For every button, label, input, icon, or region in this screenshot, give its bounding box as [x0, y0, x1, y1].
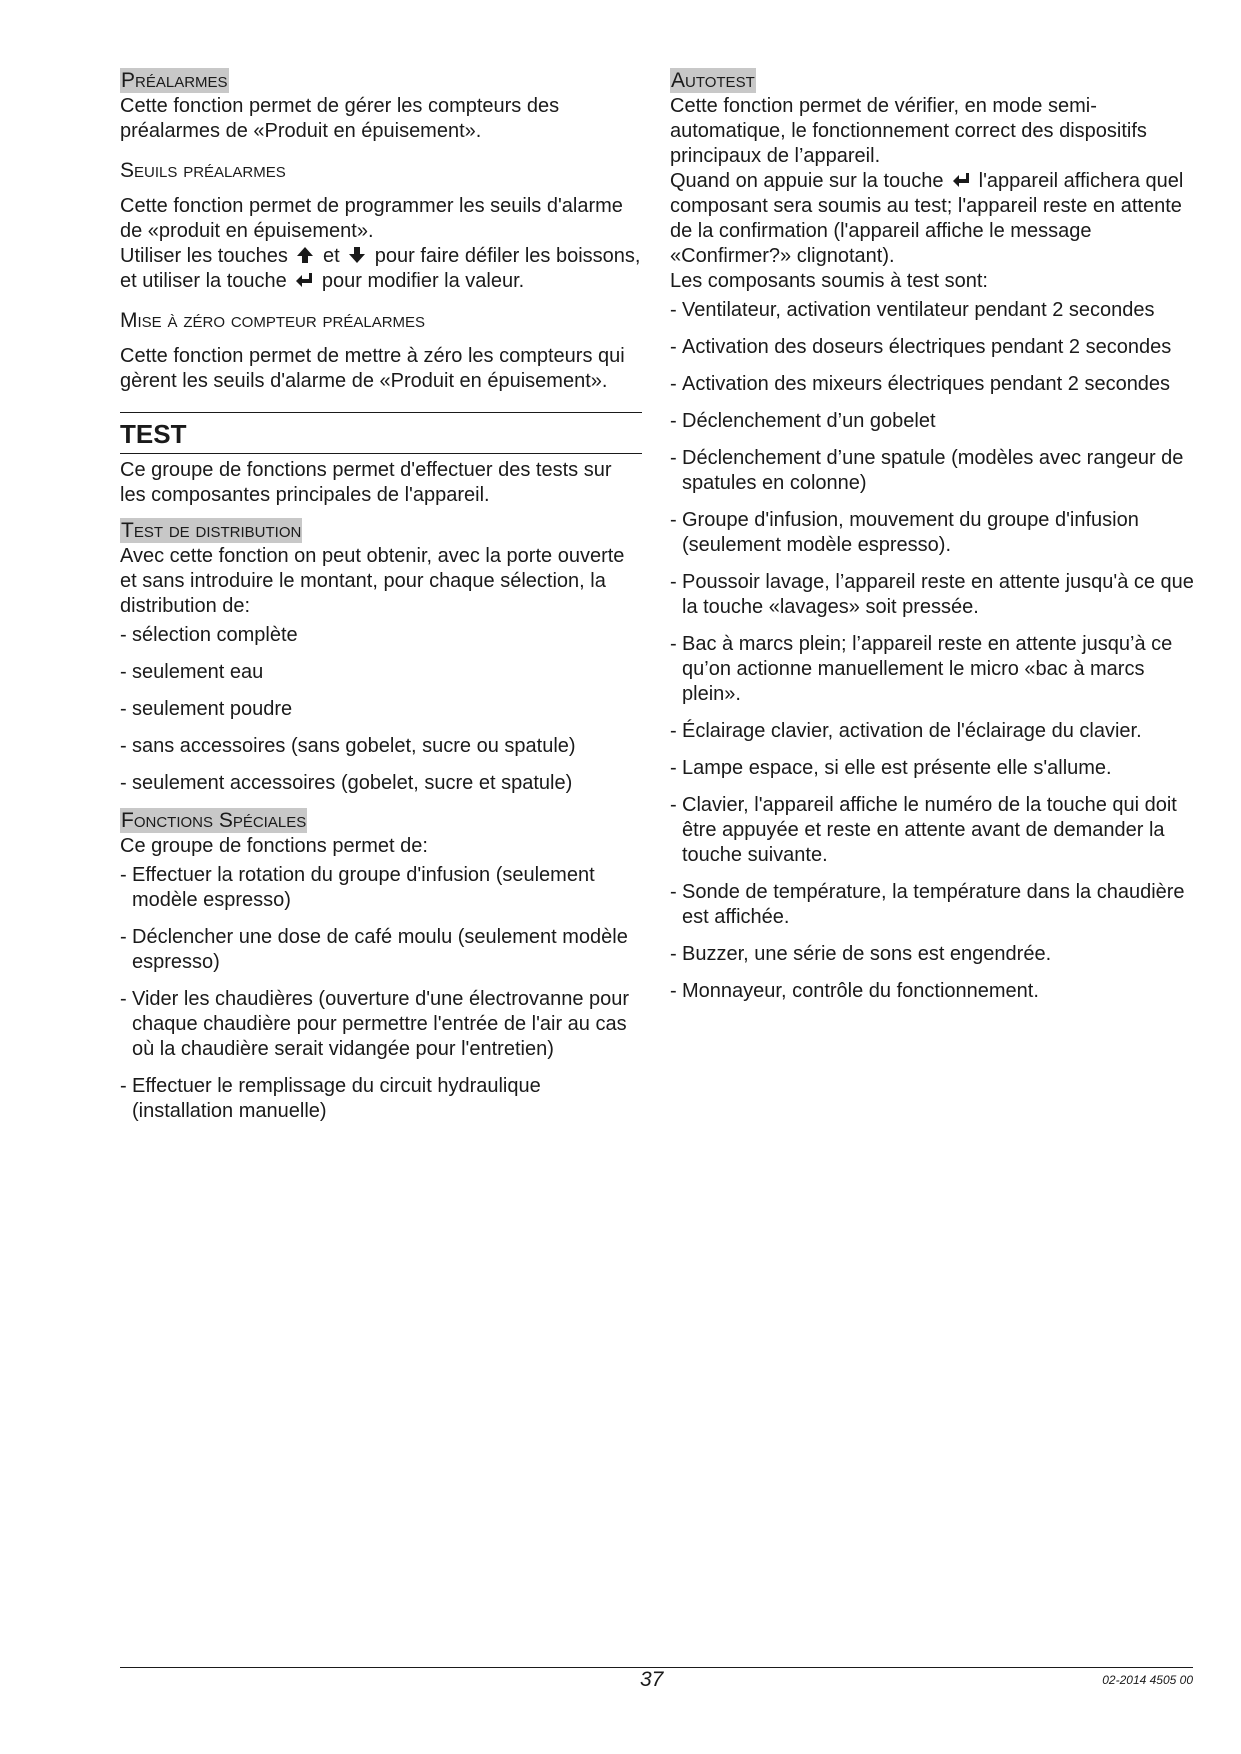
list-item: - seulement poudre — [120, 697, 642, 722]
list-item: - Déclenchement d’un gobelet — [670, 409, 1200, 434]
document-code: 02-2014 4505 00 — [1102, 1673, 1193, 1687]
fonctions-speciales-text: Ce groupe de fonctions permet de: — [120, 835, 428, 857]
list-item: - Lampe espace, si elle est présente elle s'allume. — [670, 756, 1200, 781]
arrow-down-icon — [347, 245, 367, 265]
list-item: - Effectuer le remplissage du circuit hydraulique (installation manuelle) — [120, 1074, 642, 1124]
enter-key-icon — [294, 270, 314, 290]
list-item: - Activation des doseurs électriques pendant 2 secondes — [670, 335, 1200, 360]
list-item: - Éclairage clavier, activation de l'éclairage du clavier. — [670, 719, 1200, 744]
heading-mise-a-zero: Mise à zéro compteur préalarmes — [120, 309, 426, 332]
autotest-text: Cette fonction permet de vérifier, en mode semi-automatique, le fonctionnement correct des dispositifs principaux de l’appareil. — [670, 95, 1147, 167]
heading-seuils-prealarmes: Seuils préalarmes — [120, 159, 286, 182]
heading-prealarmes: Préalarmes — [121, 69, 228, 92]
list-item: - sans accessoires (sans gobelet, sucre ou spatule) — [120, 734, 642, 759]
list-item: - Effectuer la rotation du groupe d'infusion (seulement modèle espresso) — [120, 863, 642, 913]
mise-a-zero-text: Cette fonction permet de mettre à zéro les compteurs qui gèrent les seuils d'alarme de «Produit en épuisement». — [120, 345, 625, 392]
autotest-key-text-a: Quand on appuie sur la touche — [670, 170, 944, 192]
page-number: 37 — [640, 1668, 664, 1691]
list-item: - Bac à marcs plein; l’appareil reste en attente jusqu’à ce qu’on actionne manuellement le micro «bac à marcs plein». — [670, 632, 1200, 707]
seuils-keys-text-b: et — [322, 245, 340, 267]
fonctions-speciales-list — [120, 863, 642, 1124]
list-item: - Buzzer, une série de sons est engendrée. — [670, 942, 1200, 967]
list-item: - seulement eau — [120, 660, 642, 685]
test-title: TEST — [120, 419, 187, 449]
list-item: - Sonde de température, la température dans la chaudière est affichée. — [670, 880, 1200, 930]
seuils-text: Cette fonction permet de programmer les seuils d'alarme de «produit en épuisement». — [120, 195, 623, 242]
heading-autotest: Autotest — [671, 69, 755, 92]
test-section-header — [120, 412, 642, 454]
seuils-keys-text-d: pour modifier la valeur. — [321, 270, 525, 292]
left-column — [120, 68, 642, 1136]
prealarmes-text: Cette fonction permet de gérer les compteurs des préalarmes de «Produit en épuisement». — [120, 95, 560, 142]
list-item: - Poussoir lavage, l’appareil reste en attente jusqu'à ce que la touche «lavages» soit pressée. — [670, 570, 1200, 620]
test-distribution-text: Avec cette fonction on peut obtenir, avec la porte ouverte et sans introduire le montant, pour chaque sélection, la distribution de: — [120, 545, 625, 617]
heading-test-distribution: Test de distribution — [121, 519, 302, 542]
heading-fonctions-speciales: Fonctions Spéciales — [121, 809, 307, 832]
list-item: - Ventilateur, activation ventilateur pendant 2 secondes — [670, 298, 1200, 323]
autotest-list — [670, 298, 1200, 1004]
autotest-key-text — [670, 169, 1200, 269]
list-item: - sélection complète — [120, 623, 642, 648]
seuils-keys-text-c: pour faire défiler les boissons, et utiliser la touche — [120, 245, 641, 292]
list-item: - Déclencher une dose de café moulu (seulement modèle espresso) — [120, 925, 642, 975]
seuils-keys-text-a: Utiliser les touches — [120, 245, 288, 267]
autotest-components-intro: Les composants soumis à test sont: — [670, 270, 988, 292]
list-item: - Activation des mixeurs électriques pendant 2 secondes — [670, 372, 1200, 397]
arrow-up-icon — [295, 245, 315, 265]
list-item: - Vider les chaudières (ouverture d'une électrovanne pour chaque chaudière pour permettre l'entrée de l'air au cas où la chaudière serait vidangée pour l'entretien) — [120, 987, 642, 1062]
test-text: Ce groupe de fonctions permet d'effectuer des tests sur les composantes principales de l'appareil. — [120, 459, 612, 506]
list-item: - Monnayeur, contrôle du fonctionnement. — [670, 979, 1200, 1004]
list-item: - Déclenchement d’une spatule (modèles avec rangeur de spatules en colonne) — [670, 446, 1200, 496]
enter-key-icon — [951, 170, 971, 190]
list-item: - Groupe d'infusion, mouvement du groupe d'infusion (seulement modèle espresso). — [670, 508, 1200, 558]
autotest-key-text-b: l'appareil affichera quel composant sera soumis au test; l'appareil reste en attente de la confirmation (l'appareil affiche le message «Confirmer?» clignotant). — [670, 170, 1184, 267]
test-distribution-list — [120, 623, 642, 796]
list-item: - seulement accessoires (gobelet, sucre et spatule) — [120, 771, 642, 796]
right-column — [670, 68, 1200, 1016]
list-item: - Clavier, l'appareil affiche le numéro de la touche qui doit être appuyée et reste en attente avant de demander la touche suivante. — [670, 793, 1200, 868]
seuils-keys-text — [120, 244, 642, 294]
